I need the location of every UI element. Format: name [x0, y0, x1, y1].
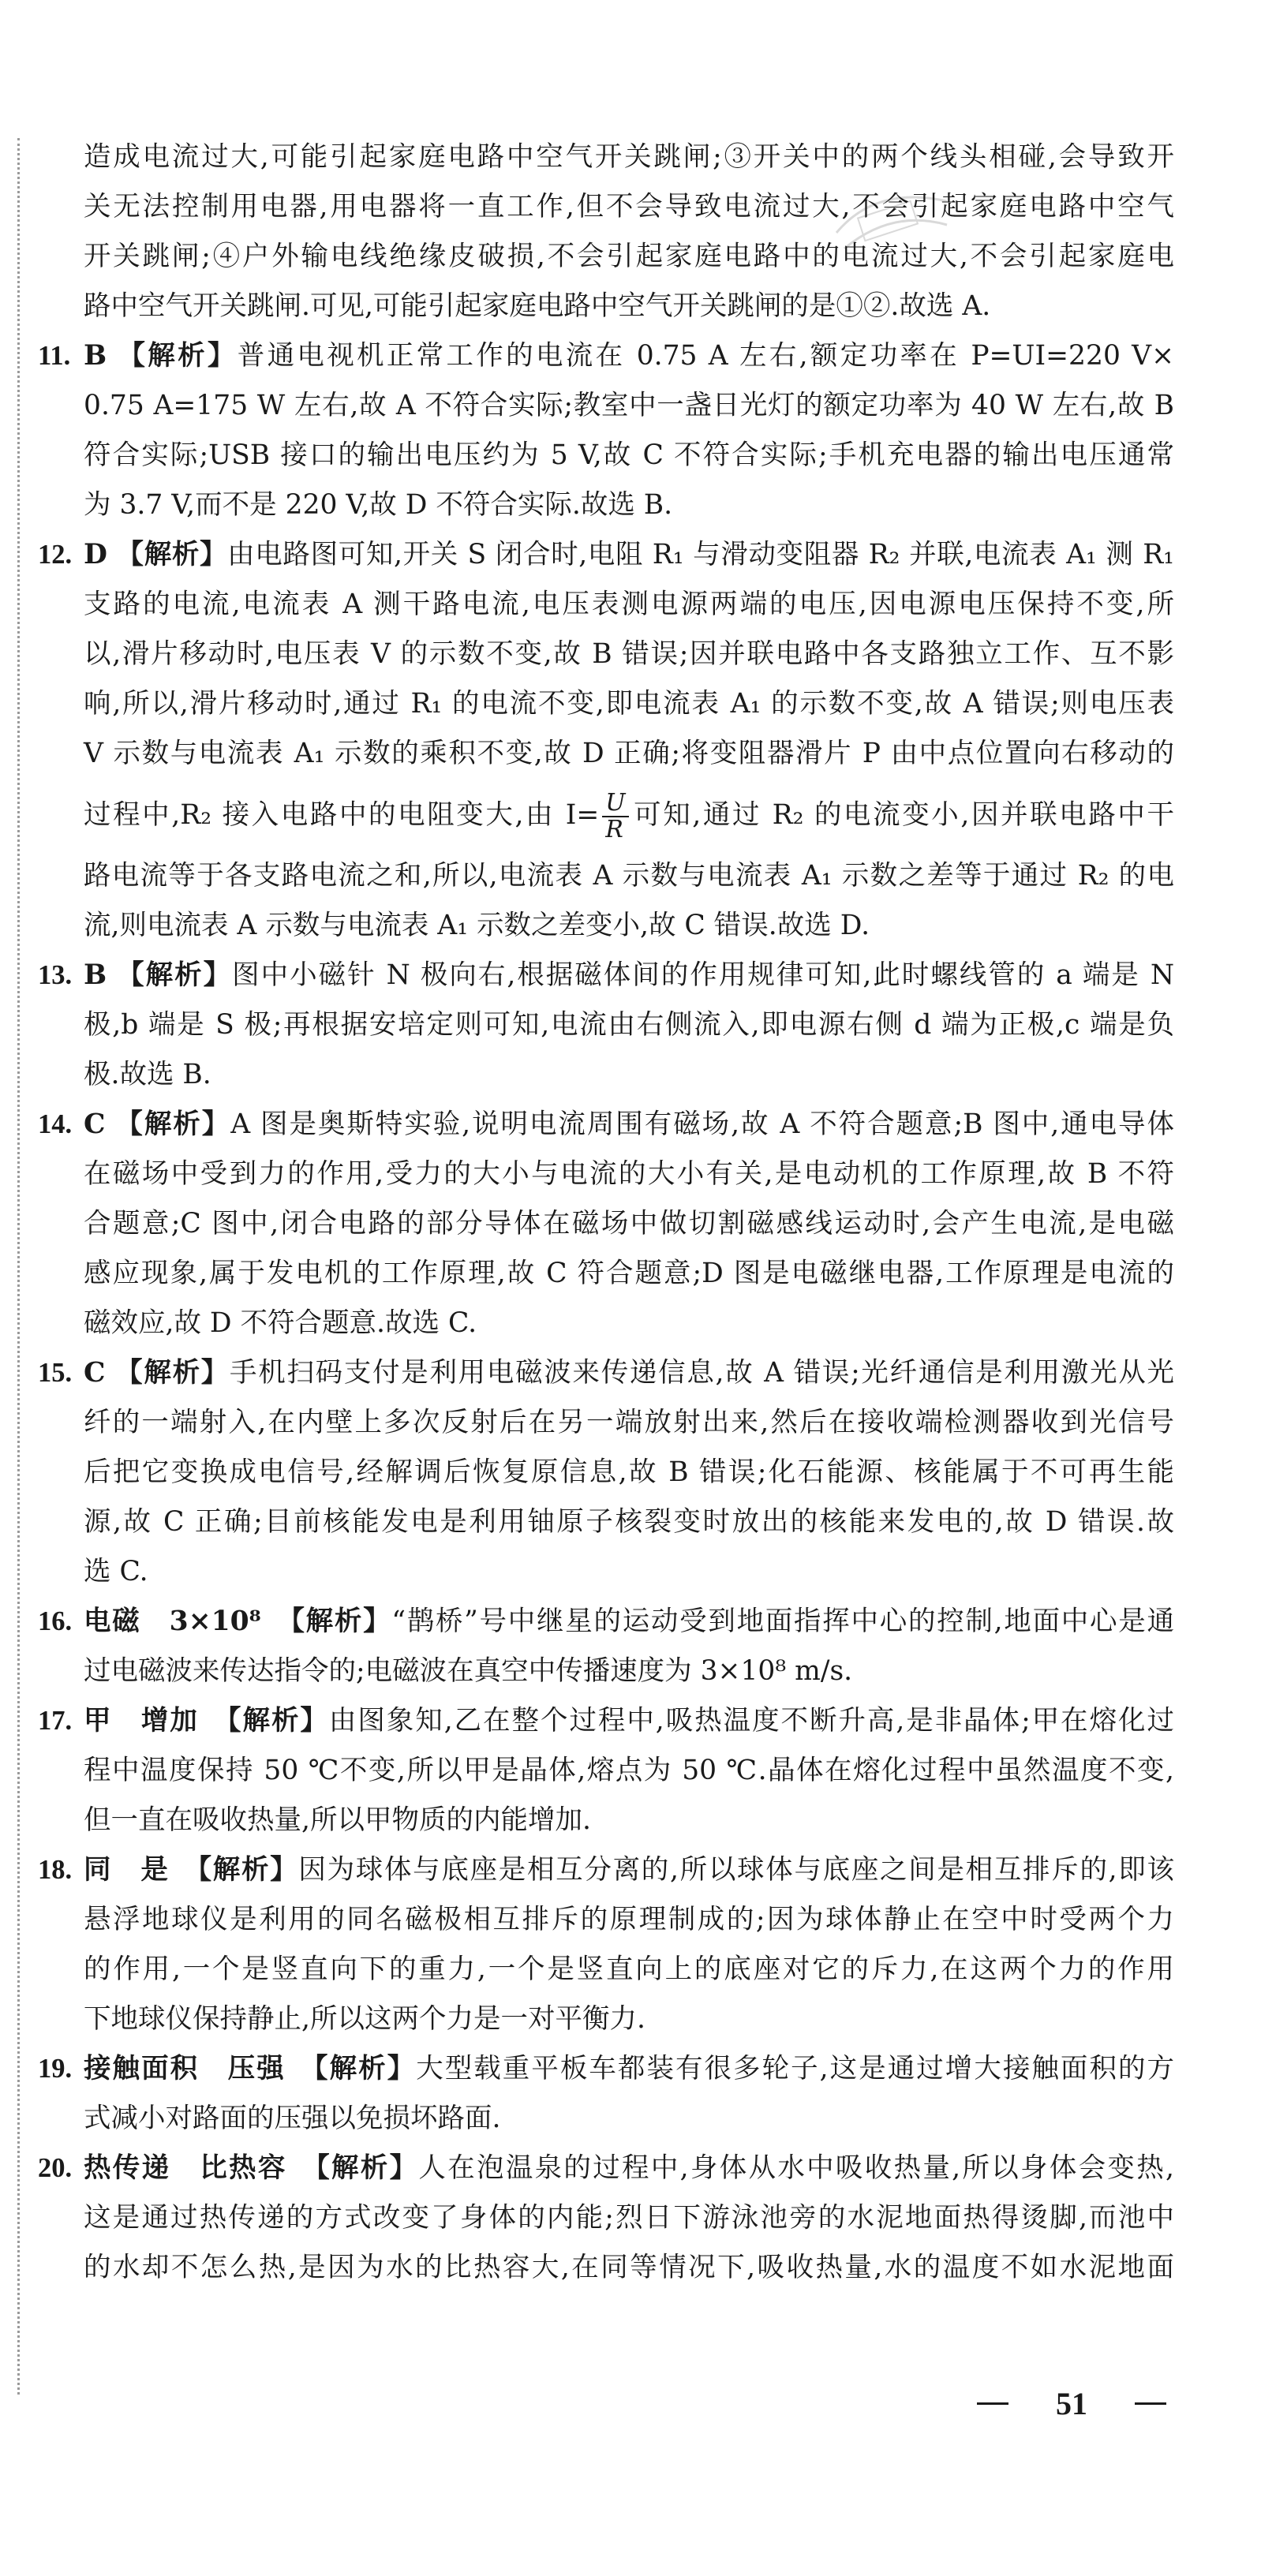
- text-line: 悬浮地球仪是利用的同名磁极相互排斥的原理制成的;因为球体静止在空中时受两个力: [84, 1904, 1174, 1935]
- text-line: 在磁场中受到力的作用,受力的大小与电流的大小有关,是电动机的工作原理,故 B 不符: [84, 1158, 1174, 1190]
- item-number: 11.: [38, 341, 71, 371]
- text-line: 的作用,一个是竖直向下的重力,一个是竖直向上的底座对它的斥力,在这两个力的作用: [84, 1953, 1174, 1985]
- binding-margin-rule: [17, 138, 20, 2395]
- item-number: 14.: [38, 1109, 73, 1139]
- text-line: 式减小对路面的压强以免损坏路面.: [84, 2103, 501, 2134]
- item-number: 19.: [38, 2054, 73, 2084]
- analysis-tag: 【解析】: [117, 959, 233, 991]
- text-line: 由图象知,乙在整个过程中,吸热温度不断升高,是非晶体;甲在熔化过: [328, 1705, 1175, 1737]
- item-answer: 甲 增加: [84, 1705, 199, 1737]
- page-footer: [977, 2380, 1166, 2427]
- text-line: 因为球体与底座是相互分离的,所以球体与底座之间是相互排斥的,即该: [298, 1854, 1175, 1886]
- item-number: 18.: [38, 1855, 73, 1885]
- text-line: “鹊桥”号中继星的运动受到地面指挥中心的控制,地面中心是通: [391, 1606, 1174, 1637]
- item-answer: C: [84, 1109, 106, 1140]
- text-line: 合题意;C 图中,闭合电路的部分导体在磁场中做切割磁感线运动时,会产生电流,是电磁: [84, 1208, 1174, 1239]
- text-line: 下地球仪保持静止,所以这两个力是一对平衡力.: [84, 2003, 645, 2035]
- item-number: 17.: [38, 1706, 73, 1736]
- page-number: 51: [1056, 2385, 1087, 2421]
- text-line: 人在泡温泉的过程中,身体从水中吸收热量,所以身体会变热,: [418, 2152, 1175, 2184]
- text-line: 磁效应,故 D 不符合题意.故选 C.: [84, 1307, 477, 1339]
- answer-item-14: [38, 1100, 1174, 1348]
- item-number: 16.: [38, 1606, 73, 1636]
- text-line: 开关跳闸;④户外输电线绝缘皮破损,不会引起家庭电路中的电流过大,不会引起家庭电: [84, 241, 1174, 272]
- text-line: 极.故选 B.: [84, 1059, 211, 1090]
- formula-line: [84, 779, 1174, 851]
- analysis-tag: 【解析】: [197, 1854, 299, 1886]
- item-answer: C: [84, 1357, 106, 1389]
- item-number: 13.: [38, 960, 73, 990]
- item-number: 12.: [38, 540, 73, 570]
- text-line: 响,所以,滑片移动时,通过 R₁ 的电流不变,即电流表 A₁ 的示数不变,故 A 错误;则电压表: [84, 688, 1174, 720]
- analysis-tag: 【解析】: [115, 1109, 231, 1140]
- analysis-tag: 【解析】: [314, 2053, 417, 2084]
- analysis-tag: 【解析】: [290, 1606, 392, 1637]
- item-answer: B: [84, 340, 107, 372]
- answer-item-17: [38, 1696, 1174, 1845]
- text-line: 路电流等于各支路电流之和,所以,电流表 A 示数与电流表 A₁ 示数之差等于通过 R₂ 的电: [84, 860, 1174, 892]
- answer-text-body: [38, 133, 1174, 2293]
- text-line: 支路的电流,电流表 A 测干路电流,电压表测电源两端的电压,因电源电压保持不变,所: [84, 589, 1174, 620]
- text-line: 路中空气开关跳闸.可见,可能引起家庭电路中空气开关跳闸的是①②.故选 A.: [84, 290, 991, 322]
- footer-dash-right: [1135, 2402, 1166, 2405]
- answer-item-12: [38, 530, 1174, 951]
- analysis-tag: 【解析】: [116, 539, 228, 570]
- text-line: 后把它变换成电信号,经解调后恢复原信息,故 B 错误;化石能源、核能属于不可再生能: [84, 1456, 1174, 1488]
- answer-item-18: [38, 1845, 1174, 2044]
- answer-item-16: [38, 1597, 1174, 1696]
- text-line: 感应现象,属于发电机的工作原理,故 C 符合题意;D 图是电磁继电器,工作原理是电流的: [84, 1258, 1174, 1289]
- answer-item-20: [38, 2144, 1174, 2293]
- text-line: 程中温度保持 50 ℃不变,所以甲是晶体,熔点为 50 ℃.晶体在熔化过程中虽然温度不变,: [84, 1755, 1174, 1786]
- analysis-tag: 【解析】: [316, 2152, 419, 2184]
- text-line: 这是通过热传递的方式改变了身体的内能;烈日下游泳池旁的水泥地面热得烫脚,而池中: [84, 2202, 1174, 2234]
- text-line: 由电路图可知,开关 S 闭合时,电阻 R₁ 与滑动变阻器 R₂ 并联,电流表 A₁ 测 R₁: [227, 539, 1174, 570]
- text-line: 但一直在吸收热量,所以甲物质的内能增加.: [84, 1804, 591, 1836]
- fraction-formula: [602, 791, 628, 842]
- item-answer: 电磁 3×10⁸: [84, 1606, 261, 1637]
- item-answer: 热传递 比热容: [84, 2152, 287, 2184]
- item-number: 15.: [38, 1358, 73, 1388]
- text-line: 以,滑片移动时,电压表 V 的示数不变,故 B 错误;因并联电路中各支路独立工作、互不影: [84, 638, 1174, 670]
- text-line: 普通电视机正常工作的电流在 0.75 A 左右,额定功率在 P=UI=220 V×: [237, 340, 1175, 372]
- text-line: 符合实际;USB 接口的输出电压约为 5 V,故 C 不符合实际;手机充电器的输出电压通常: [84, 439, 1174, 471]
- item-answer: 接触面积 压强: [84, 2053, 286, 2084]
- text-line: 极,b 端是 S 极;再根据安培定则可知,电流由右侧流入,即电源右侧 d 端为正极,c 端是负: [84, 1009, 1174, 1041]
- text-line: 源,故 C 正确;目前核能发电是利用铀原子核裂变时放出的核能来发电的,故 D 错误.故: [84, 1506, 1174, 1538]
- item-answer: D: [84, 539, 107, 570]
- text-line: 流,则电流表 A 示数与电流表 A₁ 示数之差变小,故 C 错误.故选 D.: [84, 910, 870, 941]
- continued-paragraph: [38, 133, 1174, 331]
- analysis-tag: 【解析】: [115, 1357, 230, 1389]
- text-line: 为 3.7 V,而不是 220 V,故 D 不符合实际.故选 B.: [84, 489, 673, 521]
- text-line: V 示数与电流表 A₁ 示数的乘积不变,故 D 正确;将变阻器滑片 P 由中点位置向右移动的: [84, 738, 1174, 769]
- analysis-tag: 【解析】: [227, 1705, 329, 1737]
- text-line: 可知,通过 R₂ 的电流变小,因并联电路中干: [631, 799, 1174, 831]
- answer-item-15: [38, 1348, 1174, 1597]
- footer-dash-left: [977, 2402, 1008, 2405]
- answer-item-19: [38, 2044, 1174, 2144]
- item-answer: B: [84, 959, 107, 991]
- text-line: 造成电流过大,可能引起家庭电路中空气开关跳闸;③开关中的两个线头相碰,会导致开: [84, 141, 1174, 173]
- analysis-tag: 【解析】: [118, 340, 238, 372]
- item-number: 20.: [38, 2153, 73, 2183]
- text-line: 手机扫码支付是利用电磁波来传递信息,故 A 错误;光纤通信是利用激光从光: [230, 1357, 1175, 1389]
- text-line: 过程中,R₂ 接入电路中的电阻变大,由 I=: [84, 799, 600, 831]
- text-line: 选 C.: [84, 1556, 148, 1587]
- item-answer: 同 是: [84, 1854, 170, 1886]
- text-line: 大型载重平板车都装有很多轮子,这是通过增大接触面积的方: [416, 2053, 1175, 2084]
- text-line: 纤的一端射入,在内壁上多次反射后在另一端放射出来,然后在接收端检测器收到光信号: [84, 1407, 1174, 1438]
- answer-item-13: [38, 951, 1174, 1100]
- text-line: 图中小磁针 N 极向右,根据磁体间的作用规律可知,此时螺线管的 a 端是 N: [232, 959, 1175, 991]
- text-line: A 图是奥斯特实验,说明电流周围有磁场,故 A 不符合题意;B 图中,通电导体: [230, 1109, 1174, 1140]
- fraction-numerator: U: [602, 791, 628, 817]
- text-line: 关无法控制用电器,用电器将一直工作,但不会导致电流过大,不会引起家庭电路中空气: [84, 191, 1174, 222]
- text-line: 的水却不怎么热,是因为水的比热容大,在同等情况下,吸收热量,水的温度不如水泥地面: [84, 2252, 1174, 2283]
- text-line: 0.75 A=175 W 左右,故 A 不符合实际;教室中一盏日光灯的额定功率为 40 W 左右,故 B: [84, 390, 1174, 421]
- fraction-denominator: R: [605, 815, 623, 843]
- text-line: 过电磁波来传达指令的;电磁波在真空中传播速度为 3×10⁸ m/s.: [84, 1655, 853, 1687]
- answer-item-11: [38, 331, 1174, 530]
